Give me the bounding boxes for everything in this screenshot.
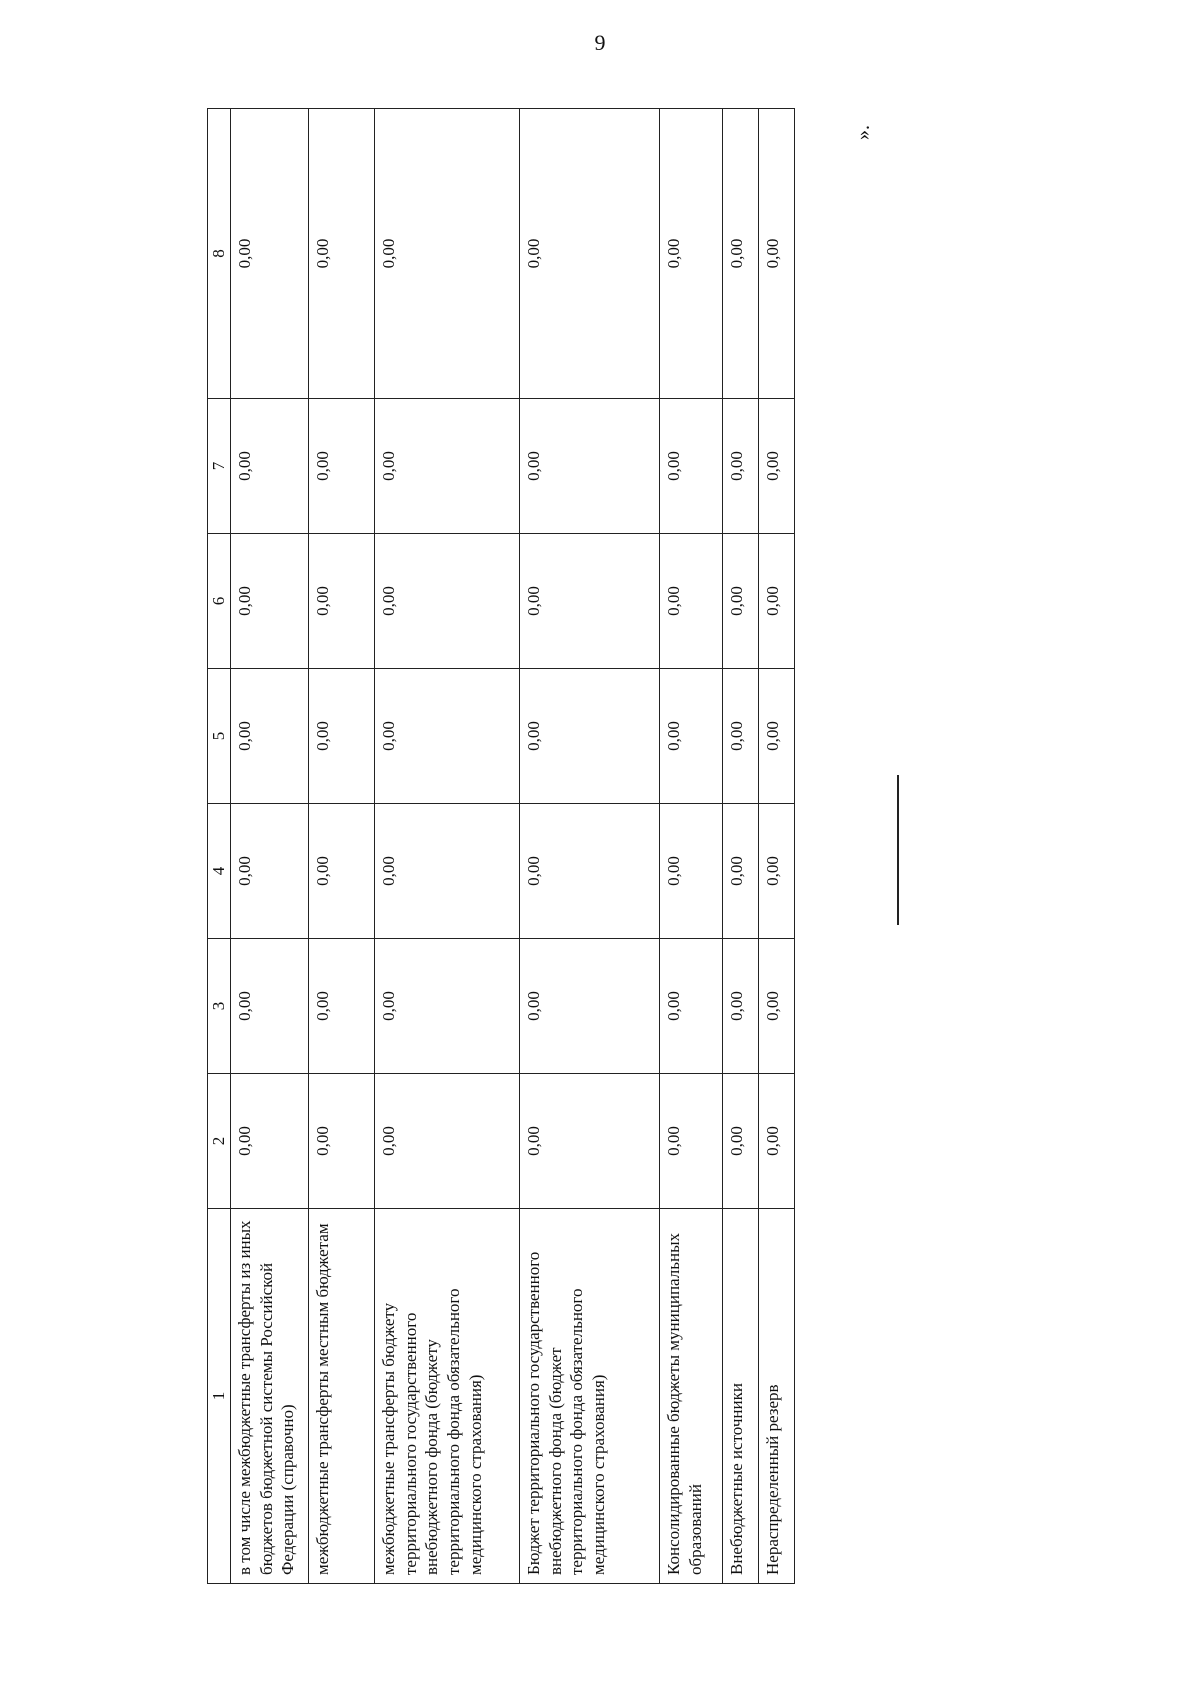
table-row [308,109,374,1584]
cell-value: 0,00 [519,669,659,804]
cell-value: 0,00 [519,939,659,1074]
table-header-row [208,109,231,1584]
table-row [230,109,308,1584]
cell-value: 0,00 [722,804,758,939]
cell-value: 0,00 [374,109,519,399]
col-header-7: 7 [208,399,231,534]
cell-value: 0,00 [374,1074,519,1209]
cell-value: 0,00 [308,669,374,804]
cell-value: 0,00 [722,534,758,669]
budget-table [207,108,795,1584]
col-header-2: 2 [208,1074,231,1209]
cell-value: 0,00 [230,939,308,1074]
table-row [758,109,794,1584]
cell-value: 0,00 [659,534,722,669]
col-header-5: 5 [208,669,231,804]
row-label: Бюджет территориального государственного внебюджетного фонда (бюджет территориального фонда обязательного медицинского страхования) [519,1209,659,1584]
col-header-1: 1 [208,1209,231,1584]
cell-value: 0,00 [722,1074,758,1209]
cell-value: 0,00 [374,669,519,804]
col-header-8: 8 [208,109,231,399]
cell-value: 0,00 [659,804,722,939]
cell-value: 0,00 [722,399,758,534]
cell-value: 0,00 [308,399,374,534]
cell-value: 0,00 [308,109,374,399]
cell-value: 0,00 [519,534,659,669]
cell-value: 0,00 [722,109,758,399]
cell-value: 0,00 [230,669,308,804]
row-label: межбюджетные трансферты местным бюджетам [308,1209,374,1584]
cell-value: 0,00 [308,534,374,669]
cell-value: 0,00 [758,669,794,804]
rotated-table-frame [207,109,782,1584]
cell-value: 0,00 [519,804,659,939]
cell-value: 0,00 [758,399,794,534]
col-header-6: 6 [208,534,231,669]
row-label: Нераспределенный резерв [758,1209,794,1584]
cell-value: 0,00 [230,534,308,669]
cell-value: 0,00 [230,804,308,939]
cell-value: 0,00 [308,804,374,939]
cell-value: 0,00 [659,109,722,399]
table-container [207,109,782,1584]
cell-value: 0,00 [722,669,758,804]
cell-value: 0,00 [374,804,519,939]
cell-value: 0,00 [230,1074,308,1209]
row-label: межбюджетные трансферты бюджету территориального государственного внебюджетного фонда (бюджету территориального фонда обязательного медицинского страхования) [374,1209,519,1584]
cell-value: 0,00 [659,669,722,804]
cell-value: 0,00 [519,1074,659,1209]
closing-quote-text: ». [852,125,874,140]
table-row [722,109,758,1584]
row-label: Консолидированные бюджеты муниципальных образований [659,1209,722,1584]
cell-value: 0,00 [758,1074,794,1209]
col-header-4: 4 [208,804,231,939]
cell-value: 0,00 [758,939,794,1074]
table-row [374,109,519,1584]
cell-value: 0,00 [519,399,659,534]
col-header-3: 3 [208,939,231,1074]
cell-value: 0,00 [374,534,519,669]
table-row [659,109,722,1584]
cell-value: 0,00 [758,109,794,399]
cell-value: 0,00 [374,939,519,1074]
cell-value: 0,00 [230,399,308,534]
cell-value: 0,00 [308,1074,374,1209]
separator-line [897,775,899,925]
page-number: 9 [594,30,606,55]
cell-value: 0,00 [659,399,722,534]
cell-value: 0,00 [519,109,659,399]
closing-quote-mark [852,112,878,142]
cell-value: 0,00 [230,109,308,399]
cell-value: 0,00 [308,939,374,1074]
cell-value: 0,00 [659,1074,722,1209]
row-label: в том числе межбюджетные трансферты из иных бюджетов бюджетной системы Российской Федерации (справочно) [230,1209,308,1584]
row-label: Внебюджетные источники [722,1209,758,1584]
table-row [519,109,659,1584]
cell-value: 0,00 [374,399,519,534]
cell-value: 0,00 [659,939,722,1074]
cell-value: 0,00 [758,804,794,939]
cell-value: 0,00 [722,939,758,1074]
cell-value: 0,00 [758,534,794,669]
